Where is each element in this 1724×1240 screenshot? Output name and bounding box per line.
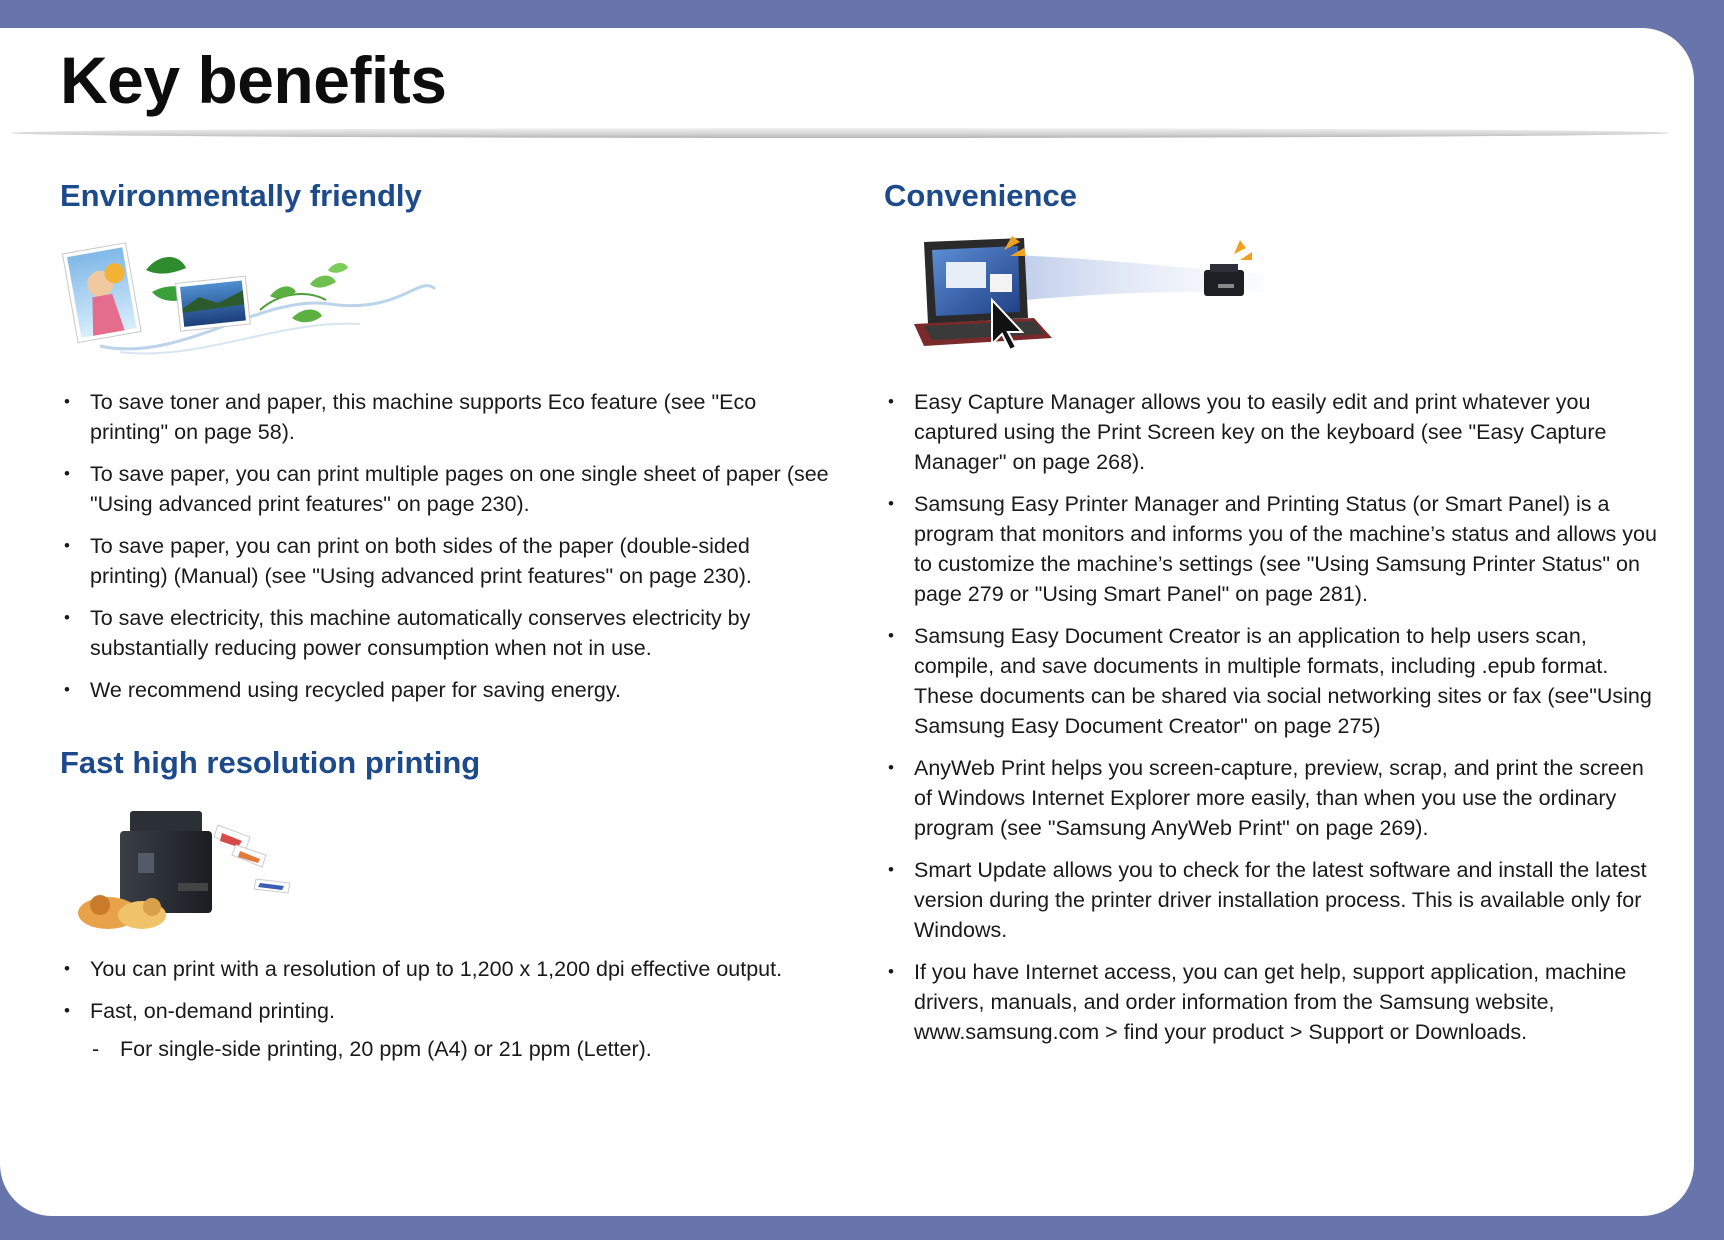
list-item: • Samsung Easy Document Creator is an application to help users scan, compile, and save documents in multiple formats, including .epub format. These documents can be shared via social networking sites or fax (see"Using Samsung Easy Document Creator" on page 275) [884,621,1664,741]
title-divider [10,128,1670,138]
right-column [884,178,1664,1059]
fast-printing-bullet-list [60,954,830,1064]
list-item: • We recommend using recycled paper for saving energy. [60,675,830,705]
list-item: • If you have Internet access, you can get help, support application, machine drivers, manuals, and order information from the Samsung website, www.samsung.com > find your product > Support or Downloads. [884,957,1664,1047]
list-item [60,996,830,1064]
convenience-illustration [884,234,1664,369]
list-item-text: Fast, on-demand printing. [90,999,335,1023]
page-title: Key benefits [60,43,447,117]
sub-bullet-list [90,1034,830,1064]
eco-illustration [60,234,830,369]
list-item: • Smart Update allows you to check for the latest software and install the latest version during the printer driver installation process. This is available only for Windows. [884,855,1664,945]
list-item: • To save paper, you can print on both sides of the paper (double-sided printing) (Manual) (see "Using advanced print features" on page 230). [60,531,830,591]
list-item: • You can print with a resolution of up to 1,200 x 1,200 dpi effective output. [60,954,830,984]
convenience-bullet-list [884,387,1664,1047]
section-heading-convenience: Convenience [884,178,1077,213]
eco-illustration-image [60,234,440,364]
sub-list-item: - For single-side printing, 20 ppm (A4) or 21 ppm (Letter). [90,1034,830,1064]
section-heading-environment: Environmentally friendly [60,178,422,213]
fast-printing-illustration [60,801,830,936]
document-page [0,28,1694,1216]
section-heading-fast-printing: Fast high resolution printing [60,745,481,780]
list-item: • To save toner and paper, this machine supports Eco feature (see "Eco printing" on page 58). [60,387,830,447]
fast-printing-illustration-image [60,801,320,931]
convenience-illustration-image [884,234,1284,364]
list-item: • To save paper, you can print multiple pages on one single sheet of paper (see "Using advanced print features" on page 230). [60,459,830,519]
list-item: • AnyWeb Print helps you screen-capture, preview, scrap, and print the screen of Windows Internet Explorer more easily, than when you use the ordinary program (see "Samsung AnyWeb Print" on page 269). [884,753,1664,843]
list-item: • Samsung Easy Printer Manager and Printing Status (or Smart Panel) is a program that monitors and informs you of the machine’s status and allows you to customize the machine’s settings (see "Using Samsung Printer Status" on page 279 or "Using Smart Panel" on page 281). [884,489,1664,609]
environment-bullet-list [60,387,830,705]
list-item: • To save electricity, this machine automatically conserves electricity by substantially reducing power consumption when not in use. [60,603,830,663]
left-column [60,178,830,1076]
list-item: • Easy Capture Manager allows you to easily edit and print whatever you captured using the Print Screen key on the keyboard (see "Easy Capture Manager" on page 268). [884,387,1664,477]
